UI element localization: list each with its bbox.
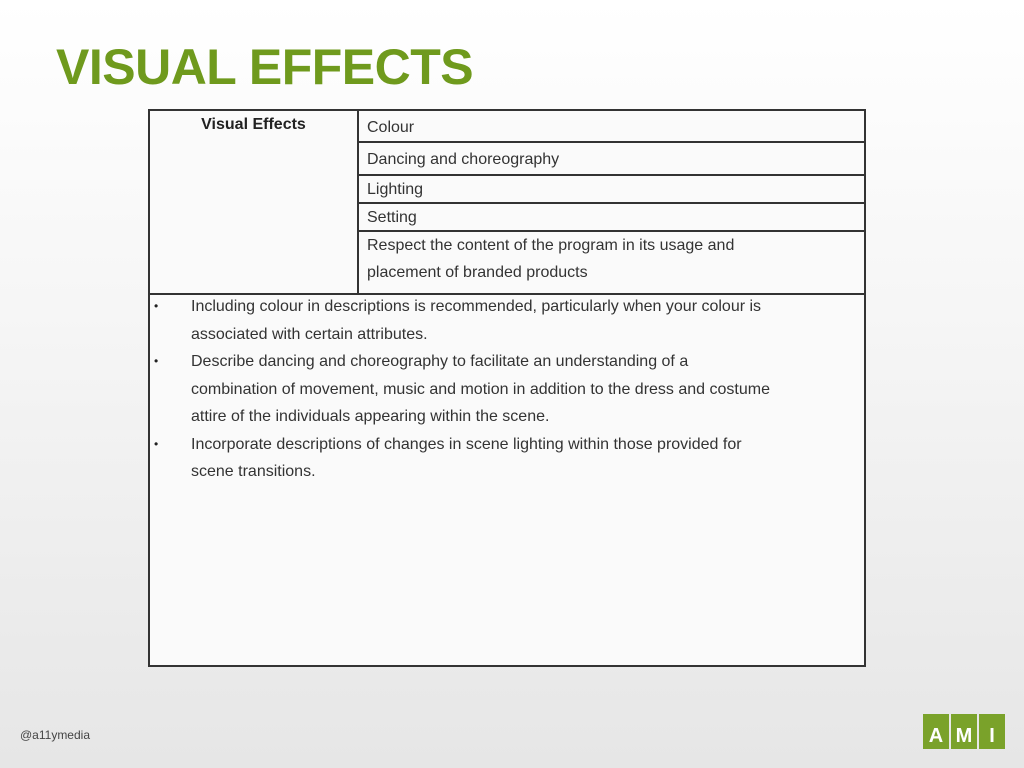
- logo-letter-m: M: [951, 714, 977, 749]
- table-bullet-cell: [150, 293, 864, 665]
- table-cell-dancing: Dancing and choreography: [359, 143, 864, 176]
- bullet-icon: •: [154, 436, 159, 451]
- ami-logo: [923, 714, 1005, 749]
- bullet-text-line: scene transitions.: [191, 463, 316, 480]
- table-top-row: [150, 111, 864, 295]
- bullet-text-line: associated with certain attributes.: [191, 325, 428, 343]
- bullet-item-lighting: [150, 431, 864, 486]
- table-cell-respect-line-2: placement of branded products: [367, 264, 588, 281]
- bullet-item-colour: [150, 293, 864, 348]
- logo-letter-a: A: [923, 714, 949, 749]
- table-header-cell: Visual Effects: [150, 111, 359, 293]
- logo-letter-i: I: [979, 714, 1005, 749]
- table-cell-respect: [359, 232, 864, 293]
- bullet-text-line: attire of the individuals appearing within the scene.: [191, 408, 550, 425]
- bullet-item-dancing: [150, 348, 864, 431]
- slide-title: VISUAL EFFECTS: [56, 39, 474, 95]
- bullet-text-line: combination of movement, music and motion in addition to the dress and costume: [191, 380, 770, 398]
- bullet-icon: •: [154, 354, 159, 368]
- table-cell-setting: Setting: [359, 204, 864, 232]
- bullet-text-line: Including colour in descriptions is recommended, particularly when your colour is: [191, 298, 762, 315]
- bullet-icon: •: [154, 299, 159, 313]
- bullet-text-line: Describe dancing and choreography to facilitate an understanding of a: [191, 353, 689, 370]
- table-item-column: [359, 111, 864, 293]
- bullet-text-line: Incorporate descriptions of changes in scene lighting within those provided for: [191, 435, 742, 453]
- table-cell-lighting: Lighting: [359, 176, 864, 204]
- table-cell-colour: Colour: [359, 111, 864, 143]
- table-cell-respect-line-1: Respect the content of the program in its usage and: [367, 237, 735, 254]
- footer-handle: @a11ymedia: [20, 728, 90, 742]
- content-table: [148, 109, 866, 667]
